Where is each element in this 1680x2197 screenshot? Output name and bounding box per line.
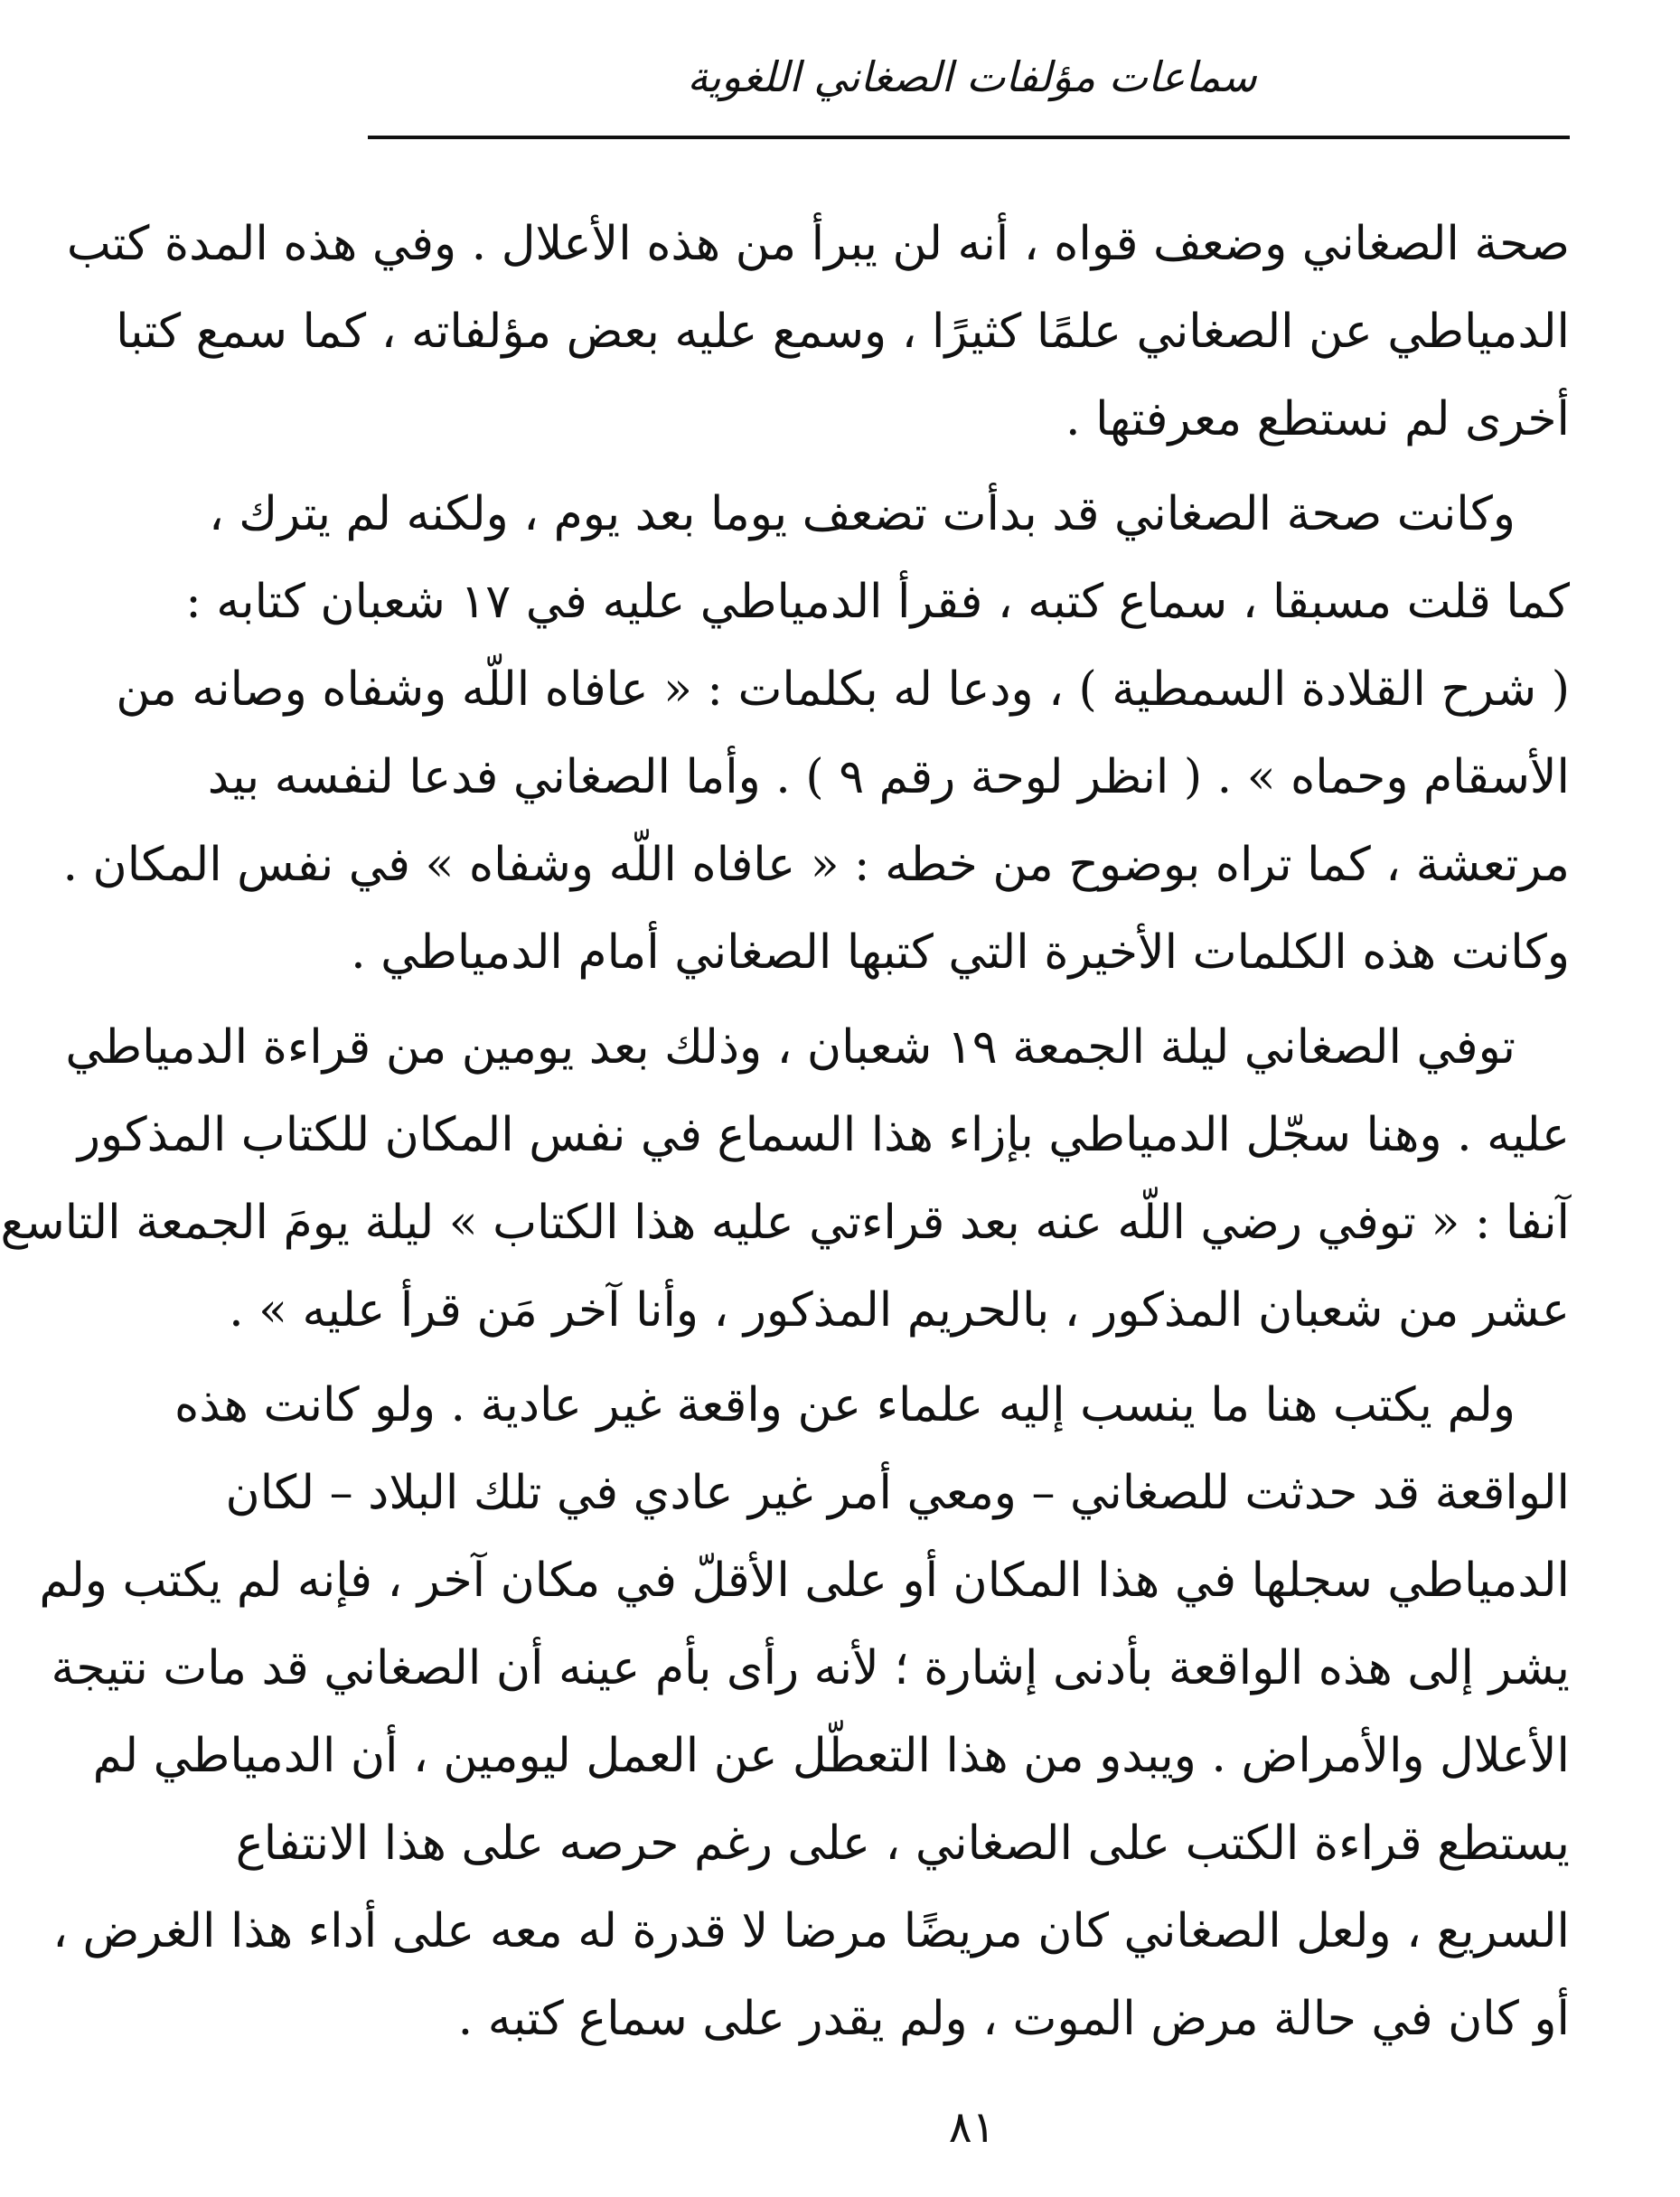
text-line: الدمياطي سجلها في هذا المكان أو على الأقلّ في مكان آخر ، فإنه لم يكتب ولم	[39, 1554, 1570, 1608]
text-line: الدمياطي عن الصغاني علمًا كثيرًا ، وسمع عليه بعض مؤلفاته ، كما سمع كتبا	[116, 305, 1570, 359]
text-line: ولم يكتب هنا ما ينسب إليه علماء عن واقعة غير عادية . ولو كانت هذه	[174, 1378, 1516, 1432]
text-line: عليه . وهنا سجّل الدمياطي بإزاء هذا السماع في نفس المكان للكتاب المذكور	[77, 1108, 1570, 1162]
text-line: آنفا : « توفي رضي اللّه عنه بعد قراءتي عليه هذا الكتاب » ليلة يومَ الجمعة التاسع	[0, 1196, 1570, 1250]
text-line: يستطع قراءة الكتب على الصغاني ، على رغم حرصه على هذا الانتفاع	[235, 1817, 1570, 1871]
text-line: عشر من شعبان المذكور ، بالحريم المذكور ، وأنا آخر مَن قرأ عليه » .	[229, 1283, 1570, 1338]
paragraph-1	[66, 201, 1570, 464]
paragraph-2	[62, 471, 1570, 997]
body-text	[0, 201, 1570, 2063]
text-line: أخرى لم نستطع معرفتها .	[1065, 392, 1570, 446]
text-line: يشر إلى هذه الواقعة بأدنى إشارة ؛ لأنه رأى بأم عينه أن الصغاني قد مات نتيجة	[51, 1641, 1570, 1695]
text-line: الأعلال والأمراض . ويبدو من هذا التعطّل عن العمل ليومين ، أن الدمياطي لم	[92, 1729, 1570, 1783]
paragraph-gap	[368, 1355, 1570, 1362]
text-line: مرتعشة ، كما تراه بوضوح من خطه : « عافاه اللّه وشفاه » في نفس المكان .	[62, 838, 1570, 892]
text-line: الواقعة قد حدثت للصغاني – ومعي أمر غير عادي في تلك البلاد – لكان	[225, 1466, 1570, 1520]
paragraph-4	[39, 1362, 1570, 2063]
text-line: أو كان في حالة مرض الموت ، ولم يقدر على سماع كتبه .	[457, 1992, 1570, 2046]
paragraph-gap	[368, 997, 1570, 1004]
page-number: ٨١	[948, 2102, 996, 2153]
text-line: ( شرح القلادة السمطية ) ، ودعا له بكلمات : « عافاه اللّه وشفاه وصانه من	[116, 662, 1570, 717]
header-rule	[368, 136, 1570, 139]
text-line: كما قلت مسبقا ، سماع كتبه ، فقرأ الدمياطي عليه في ١٧ شعبان كتابه :	[185, 575, 1570, 629]
text-line: وكانت صحة الصغاني قد بدأت تضعف يوما بعد يوم ، ولكنه لم يترك ،	[208, 487, 1516, 541]
text-line: توفي الصغاني ليلة الجمعة ١٩ شعبان ، وذلك بعد يومين من قراءة الدمياطي	[65, 1020, 1516, 1075]
paragraph-gap	[368, 464, 1570, 471]
text-line: صحة الصغاني وضعف قواه ، أنه لن يبرأ من هذه الأعلال . وفي هذه المدة كتب	[66, 217, 1570, 271]
text-line: السريع ، ولعل الصغاني كان مريضًا مرضا لا قدرة له معه على أداء هذا الغرض ،	[52, 1904, 1570, 1958]
text-line: الأسقام وحماه » . ( انظر لوحة رقم ٩ ) . وأما الصغاني فدعا لنفسه بيد	[207, 750, 1570, 804]
paragraph-3	[0, 1004, 1570, 1355]
text-line: وكانت هذه الكلمات الأخيرة التي كتبها الصغاني أمام الدمياطي .	[351, 925, 1570, 980]
running-header: سماعات مؤلفات الصغاني اللغوية	[687, 52, 1257, 101]
